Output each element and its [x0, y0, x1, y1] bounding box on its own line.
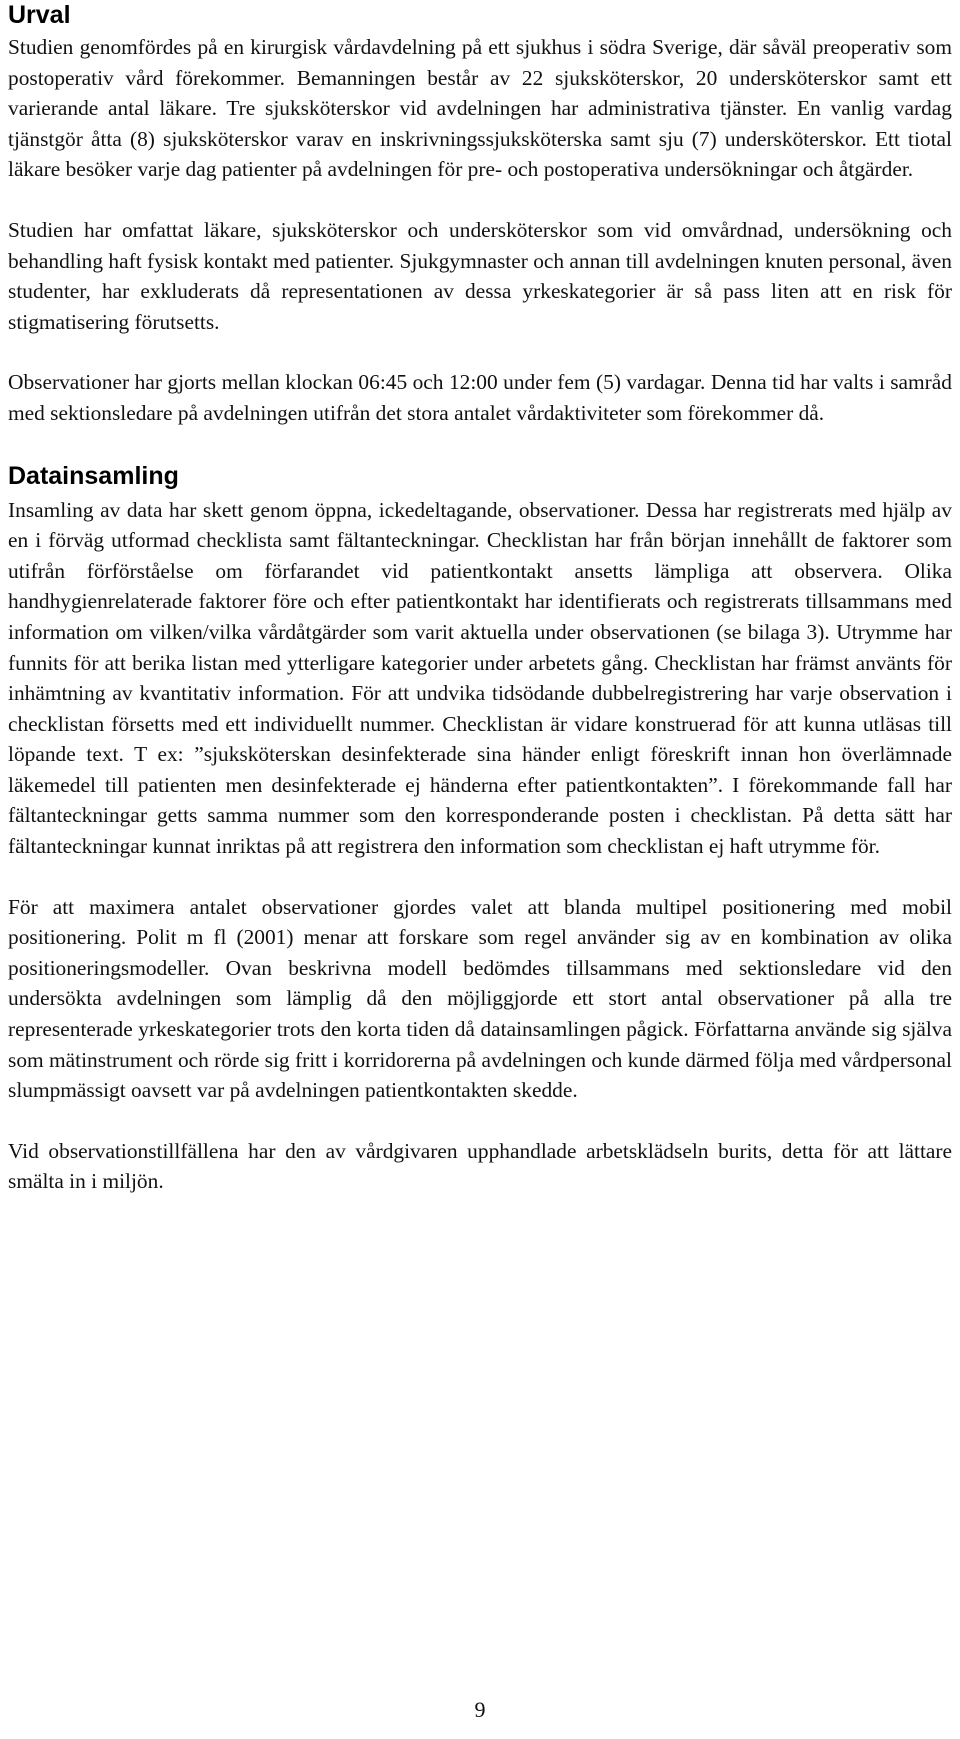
paragraph-urval-3: Observationer har gjorts mellan klockan 06:45 och 12:00 under fem (5) vardagar. Denna tid har valts i samråd med sektionsledare på avdelningen utifrån det stora antalet vårdaktiviteter som förekommer då.	[8, 370, 952, 425]
paragraph-datainsamling-1: Insamling av data har skett genom öppna, ickedeltagande, observationer. Dessa har registrerats med hjälp av en i förväg utformad checklista samt fältanteckningar. Checklistan har från början innehållt de faktorer som utifrån förförståelse om förfarandet vid patientkontakt ansetts lämpliga att observera. Olika handhygienrelaterade faktorer före och efter patientkontakt har identifierats och registrerats tillsammans med information om vilken/vilka vårdåtgärder som varit aktuella under observationen (se bilaga 3). Utrymme har funnits för att berika listan med ytterligare kategorier under arbetets gång. Checklistan har främst använts för inhämtning av kvantitativ information. För att undvika tidsödande dubbelregistrering har varje observation i checklistan försetts med ett individuellt nummer. Checklistan är vidare konstruerad för att kunna utläsas till löpande text. T ex: ”sjuksköterskan desinfekterade sina händer enligt föreskrift innan hon överlämnade läkemedel till patienten men desinfekterade ej händerna efter patientkontakten”. I förekommande fall har fältanteckningar getts samma nummer som den korresponderande posten i checklistan. På detta sätt har fältanteckningar kunnat inriktas på att registrera den information som checklistan ej haft utrymme för.	[8, 497, 952, 859]
document-page	[8, 0, 952, 1227]
paragraph-datainsamling-3: Vid observationstillfällena har den av vårdgivaren upphandlade arbetsklädseln burits, detta för att lättare smälta in i miljön.	[8, 1138, 952, 1194]
page-number: 9	[474, 1697, 486, 1722]
paragraph-datainsamling-2: För att maximera antalet observationer gjordes valet att blanda multipel positionering med mobil positionering. Polit m fl (2001) menar att forskare som regel använder sig av en kombination av olika positioneringsmodeller. Ovan beskrivna modell bedömdes tillsammans med sektionsledare vid den undersökta avdelningen som lämplig då den möjliggjorde ett stort antal observationer på alla tre representerade yrkeskategorier trots den korta tiden då datainsamlingen pågick. Författarna använde sig själva som mätinstrument och rörde sig fritt i korridorerna på avdelningen och kunde därmed följa med vårdpersonal slumpmässigt oavsett var på avdelningen patientkontakten skedde.	[8, 894, 952, 1103]
section-heading-urval: Urval	[8, 1, 71, 29]
paragraph-urval-1: Studien genomfördes på en kirurgisk vårdavdelning på ett sjukhus i södra Sverige, där såväl preoperativ som postoperativ vård förekommer. Bemanningen består av 22 sjuksköterskor, 20 undersköterskor samt ett varierande antal läkare. Tre sjuksköterskor vid avdelningen har administrativa tjänster. En vanlig vardag tjänstgör åtta (8) sjuksköterskor varav en inskrivningssjuksköterska samt sju (7) undersköterskor. Ett tiotal läkare besöker varje dag patienter på avdelningen för pre- och postoperativa undersökningar och åtgärder.	[8, 35, 952, 182]
section-heading-datainsamling: Datainsamling	[8, 461, 179, 490]
paragraph-urval-2: Studien har omfattat läkare, sjuksköterskor och undersköterskor som vid omvårdnad, undersökning och behandling haft fysisk kontakt med patienter. Sjukgymnaster och annan till avdelningen knuten personal, även studenter, har exkluderats då representationen av dessa yrkeskategorier är så pass liten att en risk för stigmatisering förutsetts.	[8, 217, 952, 334]
